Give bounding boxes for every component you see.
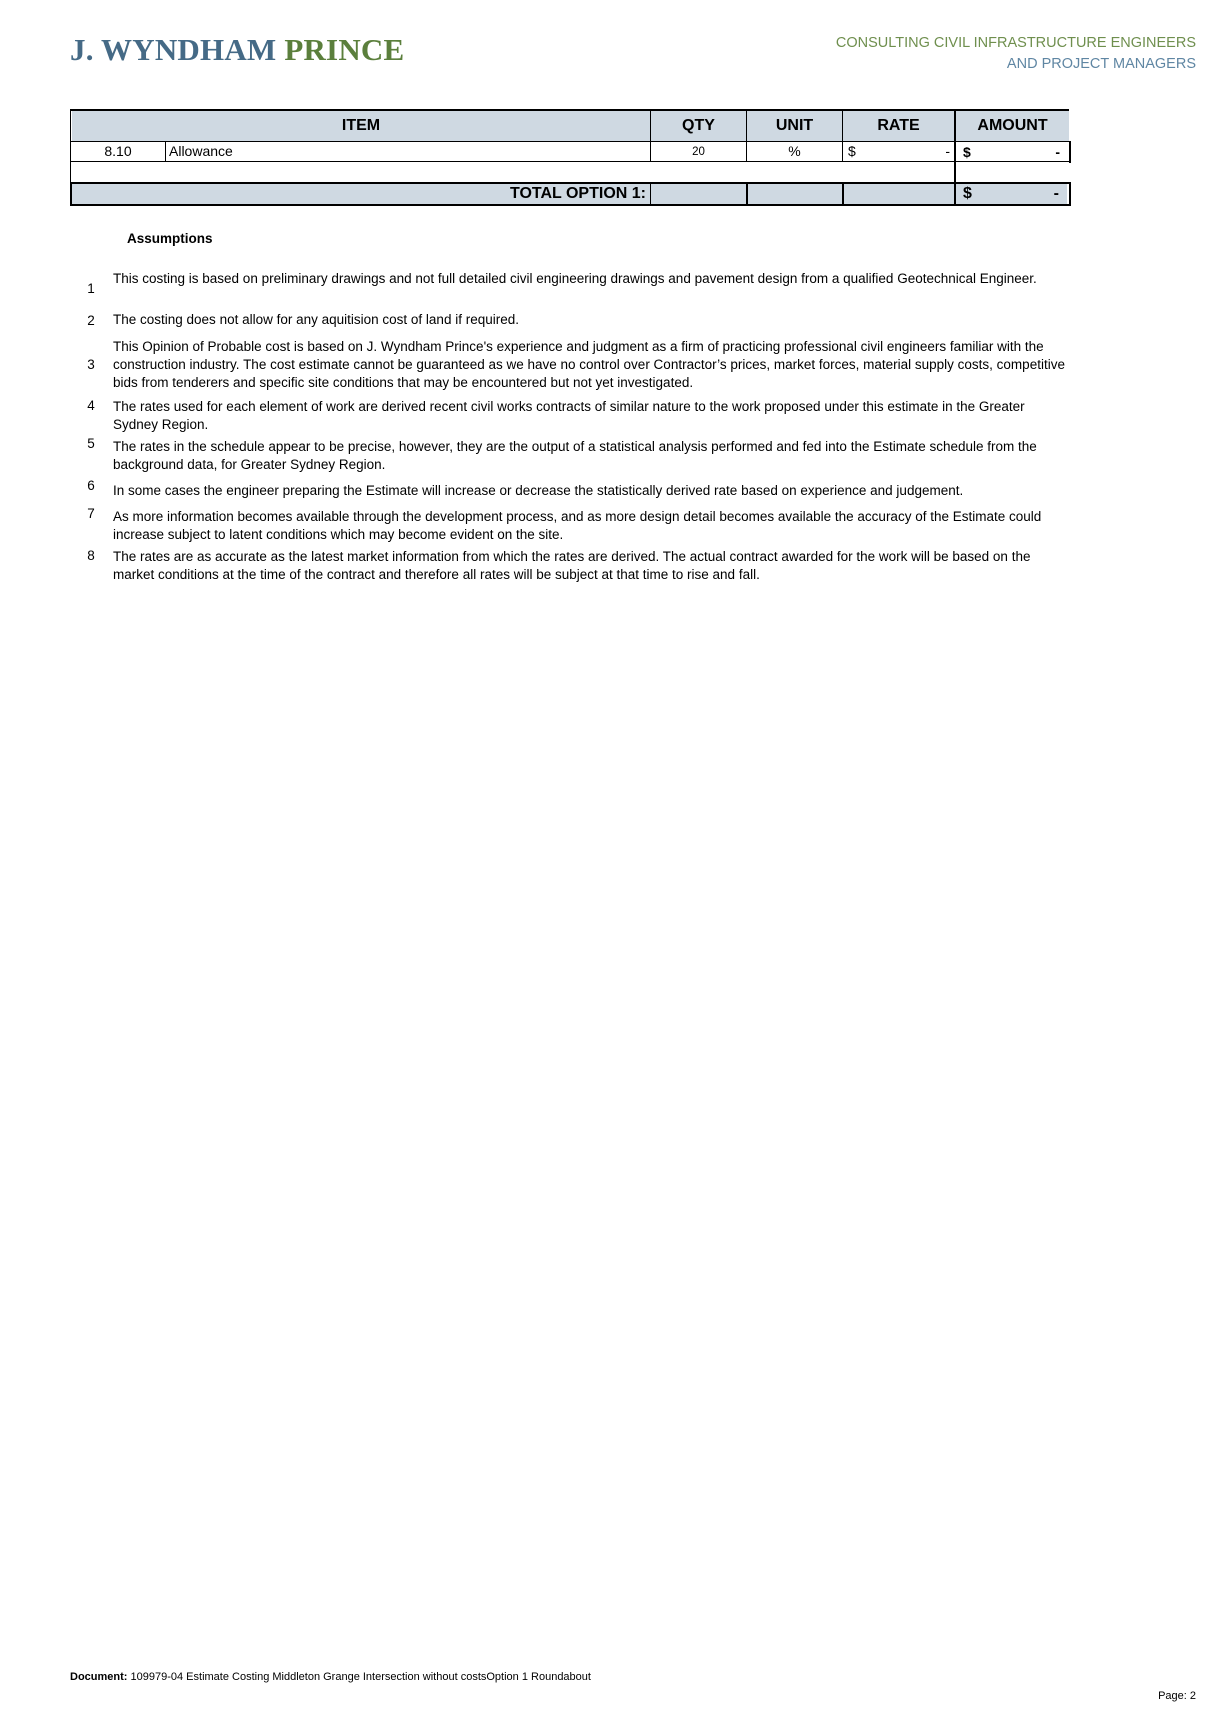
logo-word-prince: PRINCE xyxy=(284,32,405,67)
total-label: TOTAL OPTION 1: xyxy=(72,184,650,204)
assumption-text: The rates in the schedule appear to be precise, however, they are the output of a statistical analysis performed and fed into the Estimate schedule from the background data, for Greater Sydney Region. xyxy=(113,439,1037,472)
total-amount-cell xyxy=(956,184,1067,204)
item-amount-value: - xyxy=(1055,144,1060,160)
total-top-rule xyxy=(70,182,1071,184)
rate-left-rule xyxy=(842,111,843,162)
assumption-text: This costing is based on preliminary drawings and not full detailed civil engineering drawings and pavement design from a qualified Geotechnical Engineer. xyxy=(113,271,1037,286)
amount-right-rule xyxy=(1069,142,1071,163)
tagline-line-2: AND PROJECT MANAGERS xyxy=(1006,56,1196,72)
item-description: Allowance xyxy=(169,143,233,159)
amount-left-rule xyxy=(954,111,956,206)
document-name: 109979-04 Estimate Costing Middleton Grange Intersection without costsOption 1 Roundabout xyxy=(130,1671,591,1683)
unit-left-rule-total xyxy=(746,184,748,204)
assumption-text: This Opinion of Probable cost is based on J. Wyndham Prince's experience and judgment as a firm of practicing professional civil engineers familiar with the construction industry. The cost estimate cannot be guaranteed as we have no control over Contractor’s prices, market forces, material supply costs, competitive bids from tenderers and specific site conditions that may be encountered but not yet investigated. xyxy=(113,339,1065,390)
item-number: 8.10 xyxy=(104,143,132,159)
rate-left-rule-total xyxy=(842,184,844,204)
header-unit: UNIT xyxy=(747,111,842,141)
assumption-number: 1 xyxy=(87,281,95,296)
assumption-number: 3 xyxy=(87,357,95,372)
assumption-number: 7 xyxy=(87,506,95,521)
item-rate-value: - xyxy=(945,143,950,159)
item-qty: 20 xyxy=(692,146,705,158)
number-column-rule xyxy=(165,142,166,162)
assumption-text: The rates are as accurate as the latest market information from which the rates are derived. The actual contract awarded for the work will be based on the market conditions at the time of the contract and therefore all rates will be subject at that time to rise and fall. xyxy=(113,549,1031,582)
header-rate: RATE xyxy=(843,111,954,141)
company-logo xyxy=(70,32,404,68)
assumption-number: 8 xyxy=(87,548,95,563)
assumption-text: The costing does not allow for any aquitision cost of land if required. xyxy=(113,312,519,327)
unit-left-rule xyxy=(746,111,747,162)
header-bottom-rule xyxy=(70,141,1071,142)
assumption-text: In some cases the engineer preparing the Estimate will increase or decrease the statistically derived rate based on experience and judgement. xyxy=(113,483,964,498)
total-bottom-rule xyxy=(70,204,1071,206)
item-unit: % xyxy=(788,143,801,159)
header-item: ITEM xyxy=(72,111,650,141)
assumption-number: 5 xyxy=(87,436,95,451)
item-rate-currency: $ xyxy=(848,143,856,159)
assumption-number: 4 xyxy=(87,398,95,413)
header-qty: QTY xyxy=(651,111,746,141)
total-left-rule xyxy=(70,182,72,206)
qty-left-rule xyxy=(650,111,651,162)
total-qty-cell xyxy=(651,184,746,204)
tagline-line-1: CONSULTING CIVIL INFRASTRUCTURE ENGINEERS xyxy=(835,35,1196,51)
total-rate-cell xyxy=(843,184,954,204)
total-amount-currency: $ xyxy=(963,185,972,202)
logo-word-wyndham: J. WYNDHAM xyxy=(70,32,277,67)
assumption-text: As more information becomes available through the development process, and as more design detail becomes available the accuracy of the Estimate could increase subject to latent conditions which may become evident on the site. xyxy=(113,509,1042,542)
table-top-rule xyxy=(70,109,1069,111)
page-number: Page: 2 xyxy=(1158,1690,1196,1702)
cost-table xyxy=(70,109,1069,207)
qty-left-rule-total xyxy=(650,184,651,204)
assumptions-heading: Assumptions xyxy=(127,231,213,246)
document-label: Document: xyxy=(70,1671,128,1683)
assumption-text: The rates used for each element of work are derived recent civil works contracts of similar nature to the work proposed under this estimate in the Greater Sydney Region. xyxy=(113,399,1025,432)
total-unit-cell xyxy=(747,184,842,204)
assumption-number: 6 xyxy=(87,478,95,493)
header-amount: AMOUNT xyxy=(956,111,1069,141)
item-amount-currency: $ xyxy=(963,144,971,160)
total-amount-value: - xyxy=(1053,185,1059,202)
document-reference xyxy=(70,1671,591,1683)
company-tagline xyxy=(836,33,1196,75)
total-right-rule xyxy=(1069,182,1071,206)
assumption-number: 2 xyxy=(87,313,95,328)
row-bottom-rule xyxy=(70,161,1071,162)
